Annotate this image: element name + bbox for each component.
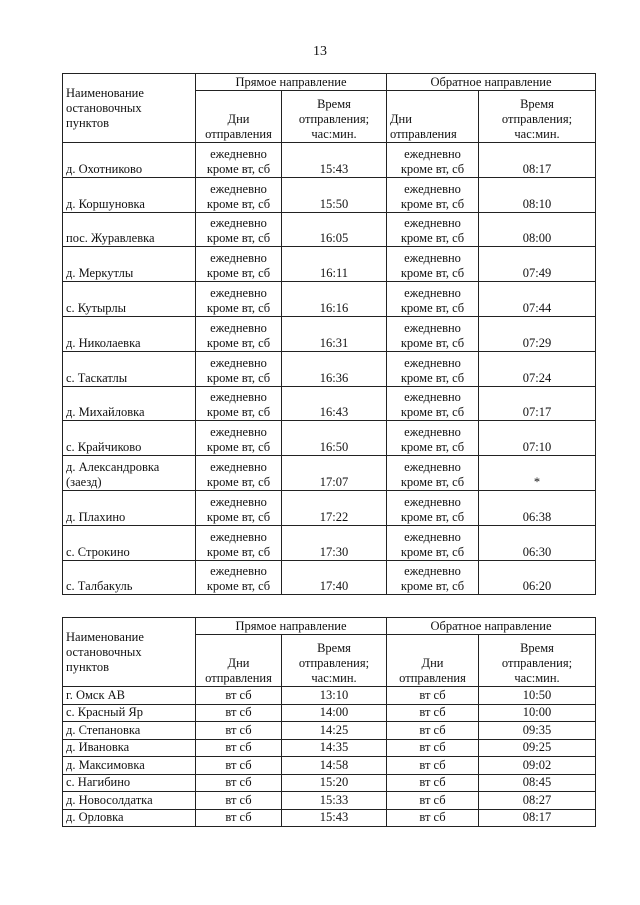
direct-days-cell: вт сб <box>196 809 282 827</box>
reverse-days-cell: ежедневно кроме вт, сб <box>387 212 479 247</box>
table-row <box>63 722 596 740</box>
table-row <box>63 316 596 351</box>
stop-name-cell: с. Строкино <box>63 525 196 560</box>
direct-time-cell: 16:11 <box>282 247 387 282</box>
stop-name-cell: д. Николаевка <box>63 316 196 351</box>
reverse-days-cell: ежедневно кроме вт, сб <box>387 177 479 212</box>
stop-name-cell: с. Нагибино <box>63 774 196 792</box>
reverse-time-cell: 08:17 <box>479 143 596 178</box>
reverse-days-cell: вт сб <box>387 809 479 827</box>
reverse-time-cell: 08:27 <box>479 792 596 810</box>
stop-name-cell: д. Орловка <box>63 809 196 827</box>
reverse-days-cell: вт сб <box>387 774 479 792</box>
direct-days-cell: вт сб <box>196 722 282 740</box>
table-row <box>63 282 596 317</box>
direct-time-cell: 17:22 <box>282 490 387 525</box>
table-row <box>63 177 596 212</box>
direct-time-cell: 17:40 <box>282 560 387 595</box>
direct-time-cell: 16:50 <box>282 421 387 456</box>
direct-time-cell: 16:43 <box>282 386 387 421</box>
direct-days-cell: ежедневно кроме вт, сб <box>196 456 282 491</box>
direct-time-cell: 16:31 <box>282 316 387 351</box>
table-row <box>63 212 596 247</box>
reverse-days-cell: ежедневно кроме вт, сб <box>387 421 479 456</box>
reverse-time-cell: 10:00 <box>479 704 596 722</box>
table-row <box>63 490 596 525</box>
direct-days-cell: вт сб <box>196 774 282 792</box>
direct-days-cell: вт сб <box>196 792 282 810</box>
reverse-time-cell: 09:02 <box>479 757 596 775</box>
stop-name-cell: с. Талбакуль <box>63 560 196 595</box>
table-row <box>63 560 596 595</box>
direct-days-cell: вт сб <box>196 704 282 722</box>
reverse-time-cell: 07:24 <box>479 351 596 386</box>
table-row <box>63 247 596 282</box>
table-row <box>63 351 596 386</box>
reverse-time-cell: 07:10 <box>479 421 596 456</box>
reverse-time-cell: * <box>479 456 596 491</box>
reverse-time-cell: 06:38 <box>479 490 596 525</box>
direct-days-cell: ежедневно кроме вт, сб <box>196 316 282 351</box>
stop-name-cell: д. Михайловка <box>63 386 196 421</box>
direct-days-header: Дни отправления <box>196 635 282 687</box>
reverse-time-cell: 08:00 <box>479 212 596 247</box>
direct-time-cell: 15:43 <box>282 143 387 178</box>
direct-days-cell: ежедневно кроме вт, сб <box>196 282 282 317</box>
direct-days-cell: ежедневно кроме вт, сб <box>196 212 282 247</box>
reverse-days-cell: вт сб <box>387 792 479 810</box>
reverse-days-cell: ежедневно кроме вт, сб <box>387 351 479 386</box>
direct-time-cell: 14:35 <box>282 739 387 757</box>
reverse-days-cell: ежедневно кроме вт, сб <box>387 386 479 421</box>
reverse-time-header: Время отправления; час:мин. <box>479 635 596 687</box>
reverse-days-cell: ежедневно кроме вт, сб <box>387 560 479 595</box>
reverse-time-cell: 07:29 <box>479 316 596 351</box>
stop-name-cell: д. Плахино <box>63 490 196 525</box>
direct-days-cell: ежедневно кроме вт, сб <box>196 560 282 595</box>
direct-time-cell: 13:10 <box>282 687 387 705</box>
schedule-table-tue-sat <box>62 617 596 827</box>
reverse-time-cell: 07:44 <box>479 282 596 317</box>
direct-days-cell: ежедневно кроме вт, сб <box>196 177 282 212</box>
stop-name-header: Наименование остановочных пунктов <box>63 74 196 143</box>
direct-direction-header: Прямое направление <box>196 74 387 91</box>
table-row <box>63 687 596 705</box>
direct-time-cell: 15:33 <box>282 792 387 810</box>
stop-name-cell: с. Таскатлы <box>63 351 196 386</box>
reverse-direction-header: Обратное направление <box>387 618 596 635</box>
reverse-time-cell: 07:49 <box>479 247 596 282</box>
table-row <box>63 421 596 456</box>
direct-days-cell: вт сб <box>196 739 282 757</box>
stop-name-cell: д. Новосолдатка <box>63 792 196 810</box>
direct-days-cell: вт сб <box>196 687 282 705</box>
table-row <box>63 525 596 560</box>
reverse-days-cell: вт сб <box>387 739 479 757</box>
direct-time-cell: 15:43 <box>282 809 387 827</box>
direct-days-cell: ежедневно кроме вт, сб <box>196 386 282 421</box>
direct-days-header: Дни отправления <box>196 91 282 143</box>
schedule-table-daily <box>62 73 596 595</box>
stop-name-cell: с. Кутырлы <box>63 282 196 317</box>
table-row <box>63 792 596 810</box>
direct-time-header: Время отправления; час:мин. <box>282 635 387 687</box>
direct-days-cell: вт сб <box>196 757 282 775</box>
reverse-time-cell: 09:35 <box>479 722 596 740</box>
reverse-time-cell: 08:10 <box>479 177 596 212</box>
reverse-time-cell: 07:17 <box>479 386 596 421</box>
stop-name-cell: с. Красный Яр <box>63 704 196 722</box>
table-row <box>63 456 596 491</box>
reverse-days-cell: вт сб <box>387 722 479 740</box>
stop-name-header: Наименование остановочных пунктов <box>63 618 196 687</box>
reverse-days-header: Дни отправления <box>387 91 479 143</box>
direct-days-cell: ежедневно кроме вт, сб <box>196 490 282 525</box>
page-number: 13 <box>313 44 327 59</box>
stop-name-cell: пос. Журавлевка <box>63 212 196 247</box>
direct-time-cell: 16:05 <box>282 212 387 247</box>
reverse-time-cell: 08:45 <box>479 774 596 792</box>
stop-name-cell: д. Александровка (заезд) <box>63 456 196 491</box>
stop-name-cell: д. Максимовка <box>63 757 196 775</box>
reverse-time-header: Время отправления; час:мин. <box>479 91 596 143</box>
reverse-time-cell: 09:25 <box>479 739 596 757</box>
direct-days-cell: ежедневно кроме вт, сб <box>196 525 282 560</box>
direct-time-cell: 14:58 <box>282 757 387 775</box>
reverse-time-cell: 08:17 <box>479 809 596 827</box>
direct-time-cell: 17:30 <box>282 525 387 560</box>
direct-time-cell: 15:20 <box>282 774 387 792</box>
stop-name-cell: д. Степановка <box>63 722 196 740</box>
table-row <box>63 386 596 421</box>
reverse-time-cell: 06:30 <box>479 525 596 560</box>
table-row <box>63 704 596 722</box>
table-row <box>63 739 596 757</box>
table-row <box>63 774 596 792</box>
reverse-days-cell: ежедневно кроме вт, сб <box>387 490 479 525</box>
table-row <box>63 143 596 178</box>
reverse-days-cell: вт сб <box>387 704 479 722</box>
reverse-days-cell: вт сб <box>387 687 479 705</box>
reverse-days-cell: вт сб <box>387 757 479 775</box>
direct-days-cell: ежедневно кроме вт, сб <box>196 421 282 456</box>
stop-name-cell: д. Коршуновка <box>63 177 196 212</box>
direct-days-cell: ежедневно кроме вт, сб <box>196 247 282 282</box>
direct-time-cell: 14:00 <box>282 704 387 722</box>
stop-name-cell: д. Ивановка <box>63 739 196 757</box>
direct-time-cell: 15:50 <box>282 177 387 212</box>
stop-name-cell: д. Меркутлы <box>63 247 196 282</box>
direct-time-cell: 16:16 <box>282 282 387 317</box>
reverse-time-cell: 06:20 <box>479 560 596 595</box>
direct-days-cell: ежедневно кроме вт, сб <box>196 143 282 178</box>
stop-name-cell: г. Омск АВ <box>63 687 196 705</box>
direct-days-cell: ежедневно кроме вт, сб <box>196 351 282 386</box>
reverse-days-cell: ежедневно кроме вт, сб <box>387 456 479 491</box>
reverse-days-cell: ежедневно кроме вт, сб <box>387 525 479 560</box>
reverse-days-cell: ежедневно кроме вт, сб <box>387 316 479 351</box>
direct-time-cell: 14:25 <box>282 722 387 740</box>
direct-direction-header: Прямое направление <box>196 618 387 635</box>
table-row <box>63 809 596 827</box>
stop-name-cell: д. Охотниково <box>63 143 196 178</box>
direct-time-cell: 17:07 <box>282 456 387 491</box>
reverse-days-cell: ежедневно кроме вт, сб <box>387 143 479 178</box>
reverse-days-cell: ежедневно кроме вт, сб <box>387 282 479 317</box>
reverse-direction-header: Обратное направление <box>387 74 596 91</box>
reverse-time-cell: 10:50 <box>479 687 596 705</box>
table-row <box>63 757 596 775</box>
direct-time-header: Время отправления; час:мин. <box>282 91 387 143</box>
reverse-days-header: Дни отправления <box>387 635 479 687</box>
reverse-days-cell: ежедневно кроме вт, сб <box>387 247 479 282</box>
stop-name-cell: с. Крайчиково <box>63 421 196 456</box>
direct-time-cell: 16:36 <box>282 351 387 386</box>
